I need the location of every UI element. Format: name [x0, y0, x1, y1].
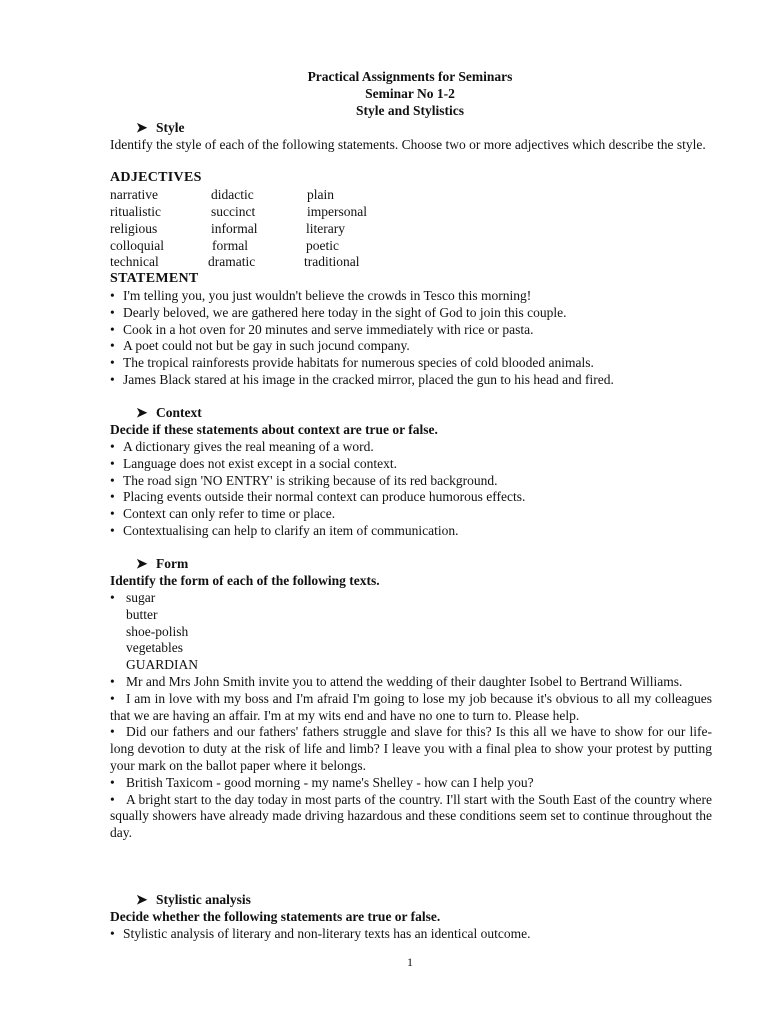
list-entry: GUARDIAN — [126, 657, 198, 673]
arrow-bullet-icon: ➤ — [136, 556, 148, 571]
adjective: formal — [212, 238, 248, 253]
list-item: • Context can only refer to time or place. — [110, 506, 712, 523]
section-heading-stylistic-analysis: ➤ Stylistic analysis — [136, 892, 251, 907]
list-item: • The tropical rainforests provide habitats for numerous species of cold blooded animals. — [110, 355, 712, 372]
adjective: literary — [306, 221, 345, 236]
adjective: ritualistic — [110, 204, 161, 219]
list-item: • Stylistic analysis of literary and non-literary texts has an identical outcome. — [110, 926, 712, 943]
adjectives-row — [110, 238, 530, 255]
adjectives-row — [110, 187, 530, 204]
adjective: technical — [110, 254, 159, 269]
adjectives-row — [110, 254, 530, 271]
adjective: traditional — [304, 254, 360, 269]
list-item: • The road sign 'NO ENTRY' is striking because of its red background. — [110, 473, 712, 490]
list-entry: sugar — [126, 590, 156, 605]
adjective: poetic — [306, 238, 339, 253]
context-instruction: Decide if these statements about context are true or false. — [110, 422, 438, 437]
adjective: colloquial — [110, 238, 164, 253]
list-entry: A bright start to the day today in most parts of the country. I'll start with the South East of the country where squally showers have already made driving hazardous and these conditions seem set to continue throughout the day. — [110, 791, 712, 841]
adjective: religious — [110, 221, 158, 236]
section-heading-context: ➤ Context — [136, 405, 202, 420]
analysis-list — [110, 926, 712, 943]
list-item: • sugar — [110, 590, 156, 605]
adjective: dramatic — [208, 254, 256, 269]
list-entry: butter — [126, 606, 158, 622]
arrow-bullet-icon: ➤ — [136, 405, 148, 420]
adjective: plain — [307, 187, 334, 202]
list-item: • Did our fathers and our fathers' fathers struggle and slave for this? Is this all we have to show for our life-long devotion to duty at the risk of life and limb? I leave you with a final plea to show your protest by putting your mark on the ballot paper where it belongs. — [110, 724, 712, 773]
adjective: narrative — [110, 187, 158, 202]
list-entry: shoe-polish — [126, 623, 189, 639]
adjective: succinct — [211, 204, 256, 219]
list-item: • I am in love with my boss and I'm afraid I'm going to lose my job because it's obvious to all my colleagues that we are having an affair. I'm at my wits end and have no one to turn to. Please help. — [110, 690, 712, 723]
list-entry: British Taxicom - good morning - my name's Shelley - how can I help you? — [126, 774, 534, 790]
list-item: • Mr and Mrs John Smith invite you to attend the wedding of their daughter Isobel to Bertrand Williams. — [110, 673, 683, 689]
arrow-bullet-icon: ➤ — [136, 892, 148, 907]
list-entry: I am in love with my boss and I'm afraid I'm going to lose my job because it's obvious to all my colleagues that we are having an affair. I'm at my wits end and have no one to turn to. Please help. — [110, 690, 712, 723]
adjective: impersonal — [307, 204, 367, 219]
list-entry: Mr and Mrs John Smith invite you to attend the wedding of their daughter Isobel to Bertrand Williams. — [126, 673, 683, 689]
section-heading-form: ➤ Form — [136, 556, 189, 571]
document-subtitle: Style and Stylistics — [355, 103, 464, 118]
seminar-number: Seminar No 1-2 — [365, 86, 455, 101]
list-item: • James Black stared at his image in the cracked mirror, placed the gun to his head and fired. — [110, 372, 712, 389]
adjectives-label: ADJECTIVES — [110, 170, 202, 185]
list-item: • A dictionary gives the real meaning of a word. — [110, 439, 712, 456]
list-entry: Did our fathers and our fathers' fathers struggle and slave for this? Is this all we have to show for our life-long devotion to duty at the risk of life and limb? I leave you with a final plea to show your protest by putting your mark on the ballot paper where it belongs. — [110, 724, 712, 773]
statement-list — [110, 288, 712, 389]
list-item: • A poet could not but be gay in such jocund company. — [110, 338, 712, 355]
form-instruction: Identify the form of each of the following texts. — [110, 573, 380, 588]
list-item: • I'm telling you, you just wouldn't believe the crowds in Tesco this morning! — [110, 288, 712, 305]
list-item: • Dearly beloved, we are gathered here today in the sight of God to join this couple. — [110, 305, 712, 322]
adjective: didactic — [211, 187, 254, 202]
context-list — [110, 439, 712, 540]
adjectives-row — [110, 221, 530, 238]
adjective: informal — [211, 221, 258, 236]
section-heading-style: ➤ Style — [136, 120, 185, 135]
list-item: • Language does not exist except in a social context. — [110, 456, 712, 473]
list-entry: vegetables — [126, 640, 183, 656]
list-item: • Placing events outside their normal context can produce humorous effects. — [110, 489, 712, 506]
style-instruction: Identify the style of each of the following statements. Choose two or more adjectives which describe the style. — [110, 137, 706, 152]
form-texts — [110, 590, 712, 842]
statement-label: STATEMENT — [110, 271, 199, 286]
document-title: Practical Assignments for Seminars — [307, 69, 513, 84]
adjectives-row — [110, 204, 530, 221]
analysis-instruction: Decide whether the following statements are true or false. — [110, 909, 441, 924]
list-item: • Contextualising can help to clarify an item of communication. — [110, 523, 712, 540]
arrow-bullet-icon: ➤ — [136, 120, 148, 135]
page-number: 1 — [407, 955, 413, 969]
list-item: • A bright start to the day today in most parts of the country. I'll start with the South East of the country where squally showers have already made driving hazardous and these conditions seem set to continue throughout the day. — [110, 791, 712, 841]
list-item: • Cook in a hot oven for 20 minutes and serve immediately with rice or pasta. — [110, 322, 712, 339]
list-item: • British Taxicom - good morning - my name's Shelley - how can I help you? — [110, 774, 534, 790]
